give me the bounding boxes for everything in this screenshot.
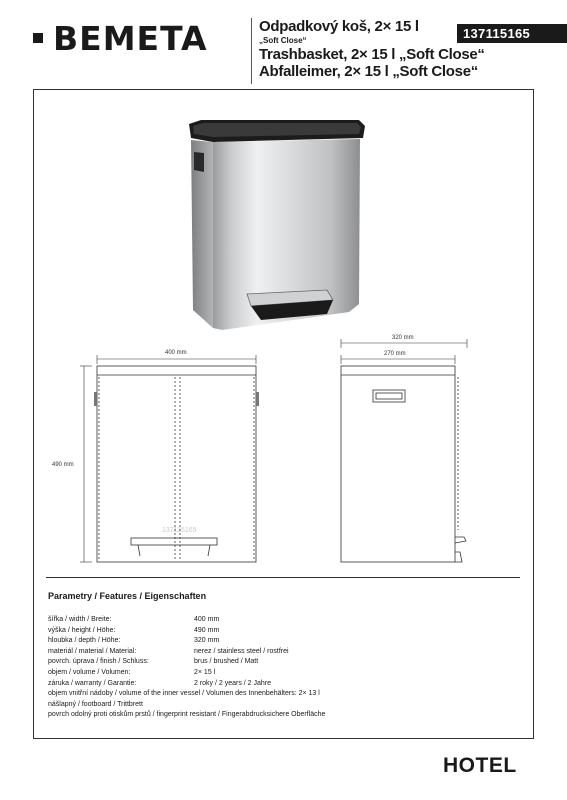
spec-label: objem / volume / Volumen: xyxy=(48,668,131,676)
spec-value: 320 mm xyxy=(194,637,220,645)
spec-note: objem vnitřní nádoby / volume of the inner vessel / Volumen des Innenbehälters: 2× 13 l xyxy=(48,690,320,698)
front-width-label: 400 mm xyxy=(165,350,187,356)
spec-value: 400 mm xyxy=(194,616,220,623)
spec-value: nerez / stainless steel / rostfrei xyxy=(194,647,289,655)
spec-value: 490 mm xyxy=(194,626,220,634)
title-cz: Odpadkový koš, 2× 15 l xyxy=(259,18,419,35)
spec-label: hloubka / depth / Höhe: xyxy=(48,637,121,645)
side-view-drawing xyxy=(341,366,466,562)
subtitle-cz: „Soft Close“ xyxy=(259,36,307,45)
spec-label: povrch. úprava / finish / Schluss: xyxy=(48,658,149,666)
side-depth-label: 320 mm xyxy=(392,335,414,341)
spec-row xyxy=(48,668,518,679)
spec-label: materiál / material / Material: xyxy=(48,647,137,655)
spec-row xyxy=(48,626,518,637)
spec-note: povrch odolný proti otiskům prstů / fingerprint resistant / Fingerabdrucksichere Oberfläche xyxy=(48,711,326,719)
spec-row xyxy=(48,657,518,668)
spec-value: 2× 15 l xyxy=(194,668,216,676)
height-label: 490 mm xyxy=(52,462,74,468)
spec-value: brus / brushed / Matt xyxy=(194,658,259,666)
title-de: Abfalleimer, 2× 15 l „Soft Close“ xyxy=(259,63,478,80)
front-width-dimension xyxy=(97,355,256,364)
category-label: HOTEL xyxy=(443,754,517,777)
logo-text: BEMETA xyxy=(53,19,208,58)
features-list xyxy=(48,615,518,721)
spec-value: 2 roky / 2 years / 2 Jahre xyxy=(194,679,272,687)
spec-row xyxy=(48,679,518,690)
features-title: Parametry / Features / Eigenschaften xyxy=(48,591,207,601)
spec-row xyxy=(48,615,518,626)
section-divider xyxy=(46,577,520,578)
code-watermark: 137115165 xyxy=(162,527,197,534)
spec-label: výška / height / Höhe: xyxy=(48,626,116,634)
side-inner-label: 270 mm xyxy=(384,351,406,357)
spec-label: záruka / warranty / Garantie: xyxy=(48,679,137,687)
spec-label: šířka / width / Breite: xyxy=(48,616,112,623)
height-dimension xyxy=(80,366,92,562)
spec-row xyxy=(48,636,518,647)
spec-note: nášlapný / footboard / Trittbrett xyxy=(48,700,143,708)
spec-row xyxy=(48,647,518,658)
title-en: Trashbasket, 2× 15 l „Soft Close“ xyxy=(259,46,485,63)
product-code: 137115165 xyxy=(457,24,567,43)
